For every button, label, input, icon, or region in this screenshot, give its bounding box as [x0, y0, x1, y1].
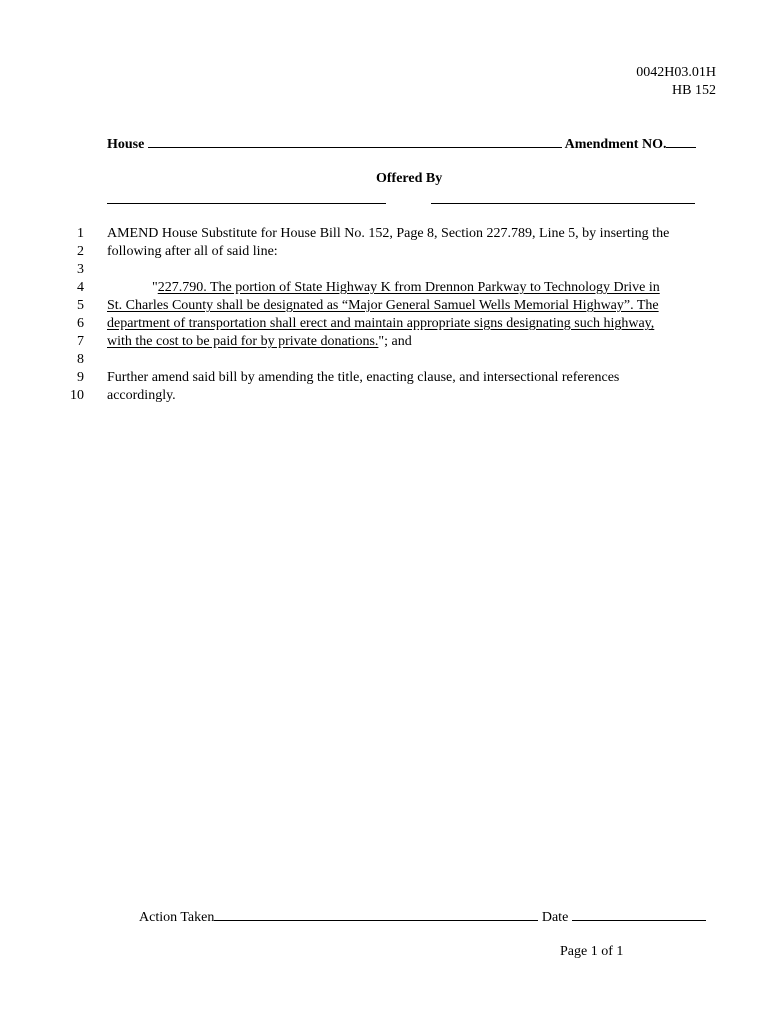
bill-number: HB 152: [672, 83, 716, 98]
line-text: AMEND House Substitute for House Bill No. 152, Page 8, Section 227.789, Line 5, by inserting the: [107, 226, 670, 241]
line-number: 8: [77, 352, 84, 367]
line-number: 1: [77, 226, 84, 241]
line-text: [107, 316, 654, 332]
inserted-text: department of transportation shall erect and maintain appropriate signs designating such highway,: [107, 316, 655, 331]
action-taken-row: [139, 908, 706, 926]
date-label: Date: [541, 910, 569, 925]
line-text: [107, 298, 659, 314]
line-number: 3: [77, 262, 84, 277]
offered-by-label: Offered By: [376, 171, 443, 186]
sponsor-signature-line-left: [107, 203, 386, 204]
line-text: following after all of said line:: [107, 244, 278, 259]
line-number: 7: [77, 334, 84, 349]
line-number: 4: [77, 280, 84, 295]
action-taken-blank: [214, 908, 538, 921]
inserted-text: with the cost to be paid for by private donations.: [107, 334, 379, 349]
date-blank: [572, 908, 706, 921]
inserted-text: 227.790. The portion of State Highway K from Drennon Parkway to Technology Drive in: [157, 280, 660, 295]
amendment-no-blank: [666, 135, 696, 148]
inserted-text: St. Charles County shall be designated as “Major General Samuel Wells Memorial Highway”. The: [107, 298, 659, 313]
action-taken-label: Action Taken: [139, 910, 215, 925]
line-text: Further amend said bill by amending the title, enacting clause, and intersectional references: [107, 370, 620, 385]
line-number: 9: [77, 370, 84, 385]
closing-text: "; and: [378, 334, 412, 349]
open-quote: ": [152, 280, 158, 295]
line-number: 10: [70, 388, 84, 403]
amendment-header: [107, 135, 696, 153]
line-text: [107, 334, 412, 350]
amendment-no-label: Amendment NO.: [564, 137, 667, 152]
house-blank: [148, 135, 562, 148]
line-text: accordingly.: [107, 388, 176, 403]
line-number: 6: [77, 316, 84, 331]
line-number: 2: [77, 244, 84, 259]
document-code: 0042H03.01H: [636, 65, 716, 80]
sponsor-signature-line-right: [431, 203, 695, 204]
line-text: [152, 280, 660, 296]
line-number: 5: [77, 298, 84, 313]
page-number: Page 1 of 1: [560, 944, 624, 959]
house-label: House: [107, 137, 145, 152]
